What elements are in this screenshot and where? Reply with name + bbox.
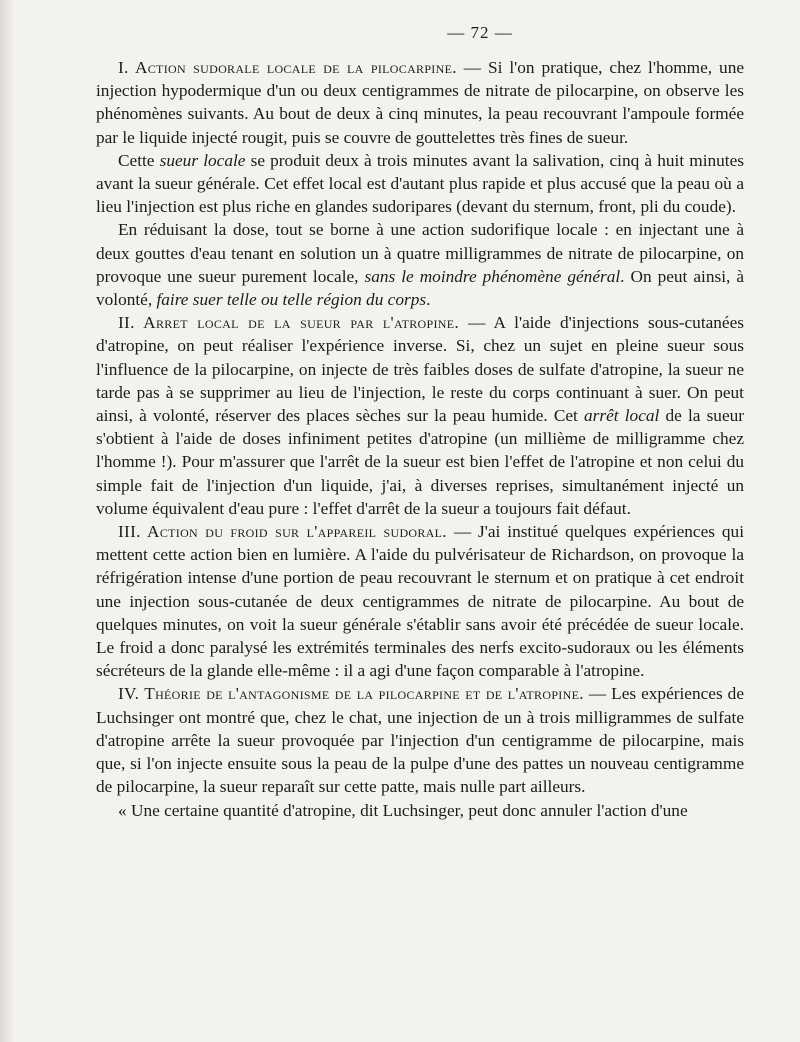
quote-line: « Une certaine quantité d'atropine, dit Luchsinger, peut donc annuler l'action d'une <box>118 800 688 820</box>
paragraph-text: . On peut ainsi, à volonté, <box>96 266 744 310</box>
italic-phrase: sans le moindre phénomène général <box>364 266 621 286</box>
section-4-heading: IV. Théorie de l'antagonisme de la pilocarpine et de l'atropine. <box>118 684 584 704</box>
paragraph-text: — A l'aide d'injections sous-cutanées d'atropine, on peut réaliser l'expérience inverse. Si, chez un sujet en pleine sueur sous l'influence de la pilocarpine, on injecte de très faibles doses de sulfate d'atropine, la sueur ne tarde pas à se supprimer au lieu de l'injection, le reste du corps continuant à suer. On peut ainsi, à volonté, réserver des places sèches sur la peau humide. Cet <box>96 313 744 426</box>
paragraph-text: — Les expériences de Luchsinger ont montré que, chez le chat, une injection de un à trois milligrammes de sulfate d'atropine arrête la sueur provoquée par l'injection d'un centigramme de pilocarpine, mais que, si l'on injecte ensuite sous la peau de la pulpe d'une des pattes un nouveau centigramme de pilocarpine, la sueur reparaît sur cette patte, mais nulle part ailleurs. <box>96 684 744 797</box>
section-1-paragraph-3 <box>96 218 744 311</box>
section-2-paragraph <box>96 311 744 520</box>
page-number: — 72 — <box>447 23 513 42</box>
section-1-paragraph-1 <box>96 56 744 149</box>
paragraph-text: . <box>426 290 431 310</box>
scan-shadow <box>0 0 14 1042</box>
italic-phrase: arrêt local <box>584 406 660 426</box>
section-1-text: — Si l'on pratique, chez l'homme, une injection hypodermique d'un ou deux centigrammes de nitrate de pilocarpine, on observe les phénomènes suivants. Au bout de deux à cinq minutes, la peau recouvrant l'ampoule formée par le liquide injecté rougit, puis se couvre de gouttelettes très fines de sueur. <box>96 58 744 147</box>
italic-phrase: sueur locale <box>159 150 246 170</box>
section-1-paragraph-2 <box>96 149 744 219</box>
section-2-heading: II. Arret local de la sueur par l'atropine. <box>118 313 459 333</box>
document-page <box>96 16 744 822</box>
paragraph-text: de la sueur s'obtient à l'aide de doses infiniment petites d'atropine (un millième de milligramme chez l'homme !). Pour m'assurer que l'arrêt de la sueur est bien l'effet de l'atropine et non celui du simple fait de l'injection d'un liquide, j'ai, à diverses reprises, simultanément injecté un volume équivalent d'eau pure : l'effet d'arrêt de la sueur a toujours fait défaut. <box>96 406 745 518</box>
section-3-paragraph <box>96 520 744 682</box>
paragraph-text: se produit deux à trois minutes avant la salivation, cinq à huit minutes avant la sueur générale. Cet effet local est d'autant plus rapide et plus accusé que la peau où a lieu l'injection est plus riche en glandes sudoripares (devant du sternum, front, pli du coude). <box>96 150 745 217</box>
section-1-heading: I. Action sudorale locale de la pilocarpine. <box>118 58 457 77</box>
section-4-paragraph <box>96 682 744 798</box>
paragraph-text: — J'ai institué quelques expériences qui mettent cette action bien en lumière. A l'aide du pulvérisateur de Richardson, on provoque la réfrigération intense d'une portion de peau recouvrant le sternum et on pratique à cet endroit une injection sous-cutanée de deux centigrammes de nitrate de pilocarpine. Au bout de quelques minutes, on voit la sueur générale s'établir sans avoir été précédée de sueur locale. Le froid a donc paralysé les extrémités terminales des nerfs excito-sudoraux ou les éléments sécréteurs de la glande elle-même : il a agi d'une façon comparable à l'atropine. <box>96 522 744 681</box>
section-3-heading: III. Action du froid sur l'appareil sudoral. <box>118 522 447 542</box>
quote-paragraph <box>96 799 744 822</box>
paragraph-text: En réduisant la dose, tout se borne à une action sudorifique locale : en injectant une à deux gouttes d'eau tenant en solution un à quatre milligrammes de nitrate de pilocarpine, on provoque une sueur purement locale, <box>96 220 744 286</box>
italic-phrase: faire suer telle ou telle région du corps <box>156 290 427 310</box>
paragraph-text: Cette <box>118 150 160 170</box>
